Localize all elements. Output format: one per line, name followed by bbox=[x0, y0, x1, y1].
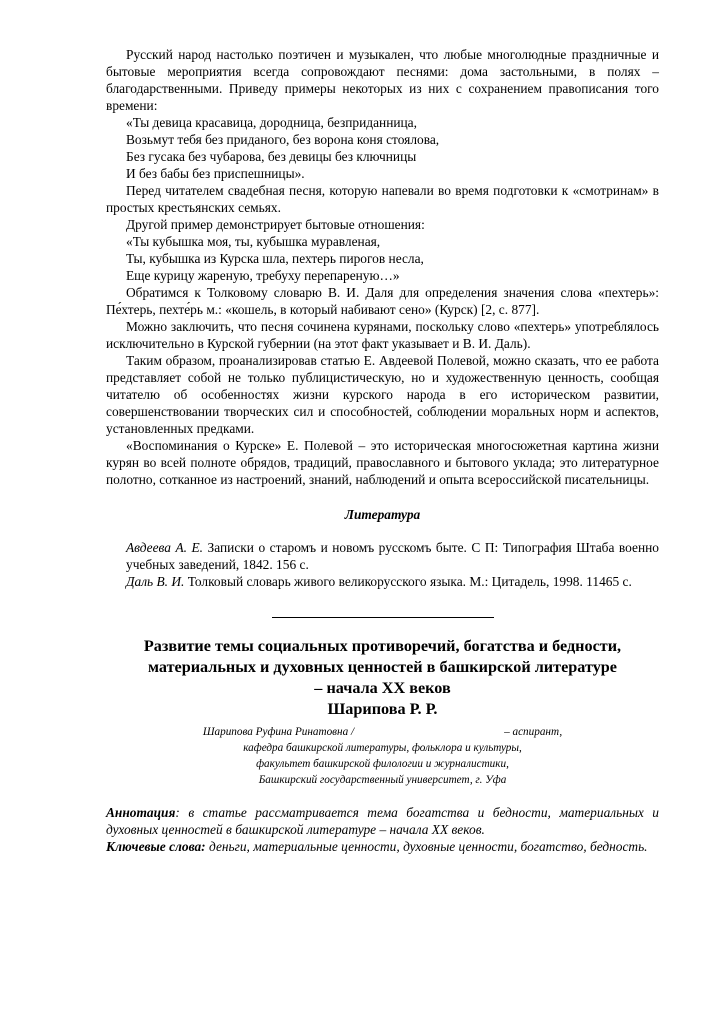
section-divider bbox=[272, 617, 494, 618]
reference-item bbox=[106, 573, 659, 590]
reference-author: Авдеева А. Е. bbox=[126, 540, 204, 555]
annotation bbox=[106, 804, 659, 838]
paragraph: Перед читателем свадебная песня, которую напевали во время подготовки к «смотринам» в простых крестьянских семьях. bbox=[106, 183, 659, 215]
reference-text: Записки о старомъ и новомъ русскомъ быте. С П: Типография Штаба военно учебных заведений, 1842. 156 с. bbox=[126, 540, 659, 572]
song-verse-1 bbox=[106, 114, 659, 182]
reference-item bbox=[106, 539, 659, 573]
paragraph: Другой пример демонстрирует бытовые отношения: bbox=[126, 217, 425, 232]
affiliation-line bbox=[106, 724, 659, 740]
title-line: Развитие темы социальных противоречий, богатства и бедности, bbox=[143, 637, 622, 655]
reference-text: Толковый словарь живого великорусского языка. М.: Цитадель, 1998. 11465 с. bbox=[184, 574, 632, 589]
affiliation-line: кафедра башкирской литературы, фольклора и культуры, bbox=[243, 742, 522, 754]
verse-line: И без бабы без приспешницы». bbox=[126, 166, 305, 181]
author-affiliation bbox=[106, 724, 659, 788]
verse-line: «Ты кубышка моя, ты, кубышка муравленая, bbox=[126, 234, 381, 249]
verse-line: Ты, кубышка из Курска шла, пехтерь пирогов несла, bbox=[126, 251, 424, 266]
affiliation-role: – аспирант, bbox=[504, 726, 563, 738]
reference-author: Даль В. И. bbox=[126, 574, 185, 589]
verse-line: Еще курицу жареную, требуху перепареную…» bbox=[126, 268, 400, 283]
article-title bbox=[106, 636, 659, 720]
paragraph: Можно заключить, что песня сочинена курянами, поскольку слово «пехтерь» употреблялось исключительно в Курской губернии (на этот факт указывает и В. И. Даль). bbox=[106, 319, 659, 351]
paragraph: Обратимся к Толковому словарю В. И. Даля для определения значения слова «пехтерь»: Пе́хтерь, пехте́рь м.: «кошель, в который набивают сено» (Курск) [2, с. 877]. bbox=[106, 285, 659, 317]
keywords-label: Ключевые слова: bbox=[106, 839, 206, 854]
affiliation-line: Башкирский государственный университет, г. Уфа bbox=[258, 774, 507, 786]
song-verse-2 bbox=[106, 233, 659, 284]
keywords bbox=[106, 838, 659, 855]
keywords-text: деньги, материальные ценности, духовные ценности, богатство, бедность. bbox=[205, 839, 648, 854]
literature-heading: Литература bbox=[344, 507, 421, 522]
document-page bbox=[106, 46, 659, 855]
title-line: материальных и духовных ценностей в башкирской литературе bbox=[148, 658, 617, 676]
verse-line: Возьмут тебя без приданого, без ворона коня стоялова, bbox=[126, 132, 440, 147]
annotation-label: Аннотация bbox=[106, 805, 176, 820]
paragraph: Таким образом, проанализировав статью Е. Авдеевой Полевой, можно сказать, что ее работа представляет собой не только публицистическую, но и художественную ценность, сообщая читателю об особенностях жизни курского народа в его историческом развитии, совершенствовании творческих сил и способностей, соблюдении моральных норм и аспектов, установленных предками. bbox=[106, 353, 659, 436]
article-author: Шарипова Р. Р. bbox=[327, 700, 438, 718]
affiliation-name: Шарипова Руфина Ринатовна / bbox=[202, 726, 355, 738]
paragraph: Русский народ настолько поэтичен и музыкален, что любые многолюдные праздничные и бытовые мероприятия всегда сопровождают песнями: дома застольными, в полях – благодарственными. Приведу примеры некоторых из них с сохранением правописания того времени: bbox=[106, 47, 659, 113]
affiliation-line: факультет башкирской филологии и журналистики, bbox=[256, 758, 509, 770]
paragraph: «Воспоминания о Курске» Е. Полевой – это историческая многосюжетная картина жизни курян во всей полноте обрядов, традиций, православного и бытового уклада; это литературное полотно, сотканное из настроений, знаний, наблюдений и опыта всероссийской писательницы. bbox=[106, 438, 659, 487]
title-line: – начала XX веков bbox=[314, 679, 451, 697]
verse-line: «Ты девица красавица, дородница, безприданница, bbox=[126, 115, 417, 130]
annotation-text: : в статье рассматривается тема богатства и бедности, материальных и духовных ценностей в башкирской литературе – начала XX веков. bbox=[106, 805, 659, 837]
verse-line: Без гусака без чубарова, без девицы без ключницы bbox=[126, 149, 417, 164]
